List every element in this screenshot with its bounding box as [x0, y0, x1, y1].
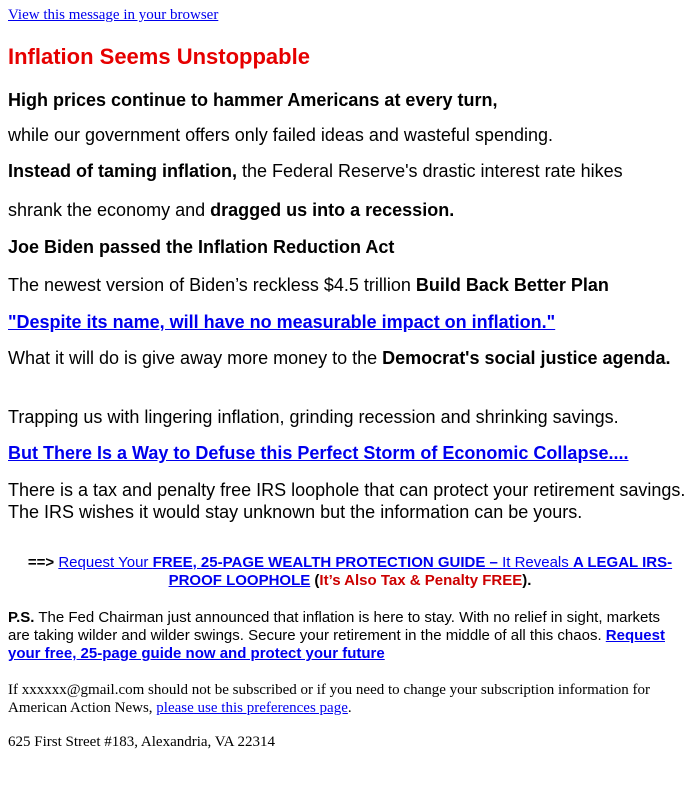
quote-line: [8, 311, 684, 333]
paragraph-taming-inflation: [8, 160, 684, 182]
paragraph-ira: Joe Biden passed the Inflation Reduction Act: [8, 237, 395, 257]
headline: Inflation Seems Unstoppable: [8, 44, 310, 69]
cta-red-text: It’s Also Tax & Penalty FREE: [319, 572, 523, 589]
bbb-bold: Build Back Better Plan: [415, 275, 609, 295]
paragraph-high-prices: High prices continue to hammer Americans at every turn,: [8, 90, 498, 110]
mailing-address: 625 First Street #183, Alexandria, VA 22314: [8, 734, 275, 750]
defuse-link[interactable]: But There Is a Way to Defuse this Perfect Storm of Economic Collapse....: [8, 443, 629, 463]
view-in-browser-link[interactable]: View this message in your browser: [8, 7, 219, 23]
social-justice-bold: Democrat's social justice agenda.: [382, 348, 671, 368]
footer-end: .: [347, 700, 352, 716]
quote-link[interactable]: "Despite its name, will have no measurable impact on inflation.": [8, 312, 556, 332]
paragraph-recession: [8, 199, 684, 221]
ps-text: The Fed Chairman just announced that inflation is here to stay. With no relief in sight, markets are taking wilder and wilder swings. Secure your retirement in the middle of all this chaos.: [8, 609, 661, 644]
taming-inflation-bold: Instead of taming inflation,: [8, 161, 237, 181]
cta-line: [8, 554, 692, 590]
cta-arrow: ==>: [27, 554, 55, 571]
social-justice-start: What it will do is give away more money to the: [8, 348, 383, 368]
recession-start: shrank the economy and: [8, 200, 211, 220]
bbb-start: The newest version of Biden’s reckless $4.5 trillion: [8, 275, 416, 295]
cta-link-part2: FREE, 25-PAGE WEALTH PROTECTION GUIDE –: [152, 554, 498, 571]
cta-link-part4: A LEGAL IRS-PROOF LOOPHOLE: [168, 554, 673, 589]
paragraph-trapping: Trapping us with lingering inflation, grinding recession and shrinking savings.: [8, 407, 619, 427]
paragraph-social-justice: [8, 347, 684, 369]
footer-subscription: [8, 681, 684, 717]
recession-bold: dragged us into a recession.: [210, 200, 455, 220]
paragraph-government: while our government offers only failed ideas and wasteful spending.: [8, 125, 554, 145]
top-browser-link-line: [8, 7, 684, 24]
paragraph-loophole: There is a tax and penalty free IRS loophole that can protect your retirement savings. The IRS wishes it would stay unknown but the information can be yours.: [8, 480, 686, 522]
taming-inflation-rest: the Federal Reserve's drastic interest rate hikes: [237, 161, 623, 181]
ps-label: P.S.: [8, 609, 35, 626]
ps-request-link[interactable]: Request your free, 25-page guide now and protect your future: [8, 627, 665, 662]
cta-paren-close: ).: [522, 572, 532, 589]
preferences-link[interactable]: please use this preferences page: [156, 700, 348, 716]
cta-paren-open: (: [310, 572, 320, 589]
ps-paragraph: [8, 609, 684, 663]
paragraph-bbb: [8, 274, 684, 296]
cta-link-part1: Request Your: [58, 554, 153, 571]
defuse-line: [8, 442, 684, 464]
footer-text: If xxxxxx@gmail.com should not be subscribed or if you need to change your subscription information for American Action News,: [8, 682, 651, 716]
cta-link-part3: It Reveals: [497, 554, 573, 571]
